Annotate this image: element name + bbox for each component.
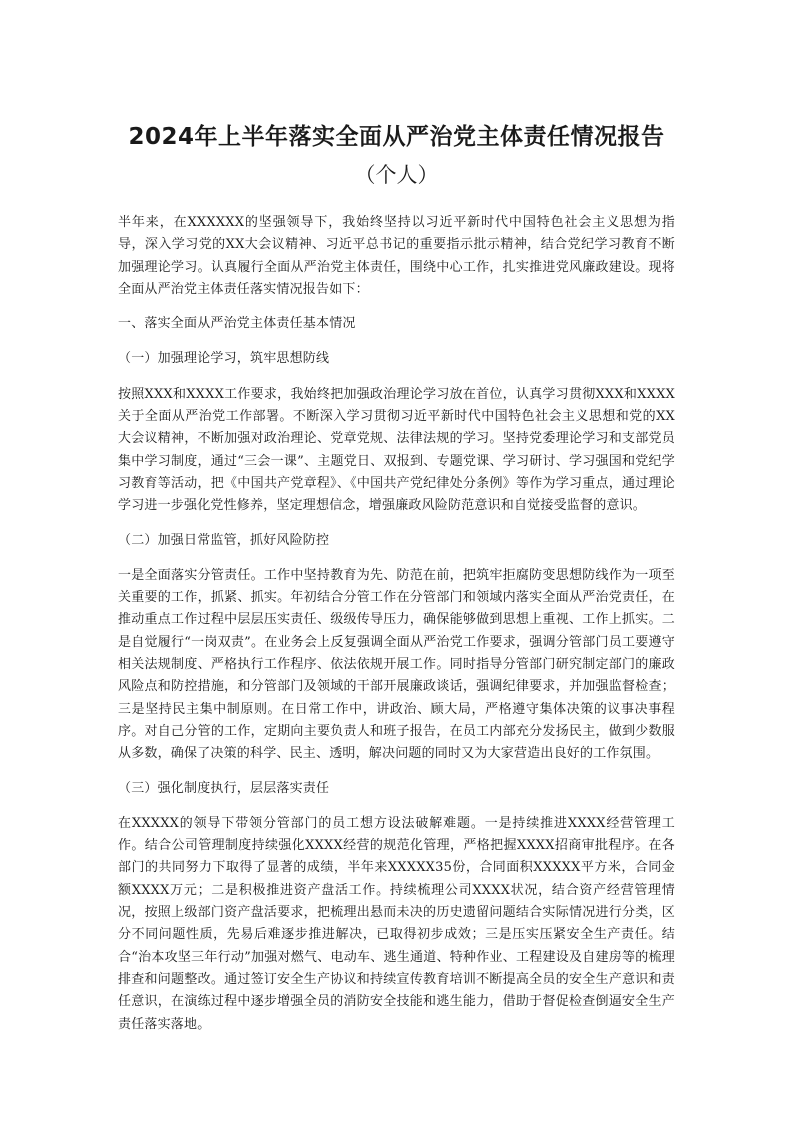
subsection-heading-2: （二）加强日常监管，抓好风险防控 [118,532,330,548]
document-title: 2024年上半年落实全面从严治党主体责任情况报告 [128,124,665,150]
section-heading-1: 一、落实全面从严治党主体责任基本情况 [118,316,356,332]
intro-paragraph: 半年来，在XXXXXX的坚强领导下，我始终坚持以习近平新时代中国特色社会主义思想为指导，深入学习党的XX大会议精神、习近平总书记的重要指示批示精神，结合党纪学习教育不断加强理论学习。认真履行全面从严治党主体责任，围绕中心工作，扎实推进党风廉政建设。现将全面从严治党主体责任落实情况报告如下： [118,215,675,297]
subsection-body-1: 按照XXX和XXXX工作要求，我始终把加强政治理论学习放在首位，认真学习贯彻XXX和XXXX关于全面从严治党工作部署。不断深入学习贯彻习近平新时代中国特色社会主义思想和党的XX大会议精神，不断加强对政治理论、党章党规、法律法规的学习。坚持党委理论学习和支部党员集中学习制度，通过“三会一课”、主题党日、双报到、专题党课、学习研讨、学习强国和党纪学习教育等活动，把《中国共产党章程》、《中国共产党纪律处分条例》等作为学习重点，通过理论学习进一步强化党性修养，坚定理想信念，增强廉政风险防范意识和自觉接受监督的意识。 [118,386,675,514]
subsection-heading-3: （三）强化制度执行，层层落实责任 [118,780,330,796]
subsection-body-3: 在XXXXX的领导下带领分管部门的员工想方设法破解难题。一是持续推进XXXX经营管理工作。结合公司管理制度持续强化XXXX经营的规范化管理，严格把握XXXX招商审批程序。在各部门的共同努力下取得了显著的成绩，半年来XXXXX35份，合同面积XXXXX平方米，合同金额XXXX万元；二是积极推进资产盘活工作。持续梳理公司XXXX状况，结合资产经营管理情况，按照上级部门资产盘活要求，把梳理出悬而未决的历史遗留问题结合实际情况进行分类，区分不同问题性质，先易后难逐步推进解决，已取得初步成效；三是压实压紧安全生产责任。结合“治本攻坚三年行动”加强对燃气、电动车、逃生通道、特种作业、工程建设及自建房等的梳理排查和问题整改。通过签订安全生产协议和持续宣传教育培训不断提高全员的安全生产意识和责任意识，在演练过程中逐步增强全员的消防安全技能和逃生能力，借助于督促检查倒逼安全生产责任落实落地。 [118,815,675,1032]
subsection-heading-1: （一）加强理论学习，筑牢思想防线 [118,351,330,367]
document-subtitle: （个人） [354,163,439,187]
subsection-body-2: 一是全面落实分管责任。工作中坚持教育为先、防范在前，把筑牢拒腐防变思想防线作为一项至关重要的工作，抓紧、抓实。年初结合分管工作在分管部门和领域内落实全面从严治党责任，在推动重点工作过程中层层压实责任、级级传导压力，确保能够做到思想上重视、工作上抓实。二是自觉履行“一岗双责”。在业务会上反复强调全面从严治党工作要求，强调分管部门员工要遵守相关法规制度、严格执行工作程序、依法依规开展工作。同时指导分管部门研究制定部门的廉政风险点和防控措施，和分管部门及领域的干部开展廉政谈话，强调纪律要求，并加强监督检查；三是坚持民主集中制原则。在日常工作中，讲政治、顾大局，严格遵守集体决策的议事决事程序。对自己分管的工作，定期向主要负责人和班子报告，在员工内部充分发扬民主，做到少数服从多数，确保了决策的科学、民主、透明，解决问题的同时又为大家营造出良好的工作氛围。 [118,567,675,762]
